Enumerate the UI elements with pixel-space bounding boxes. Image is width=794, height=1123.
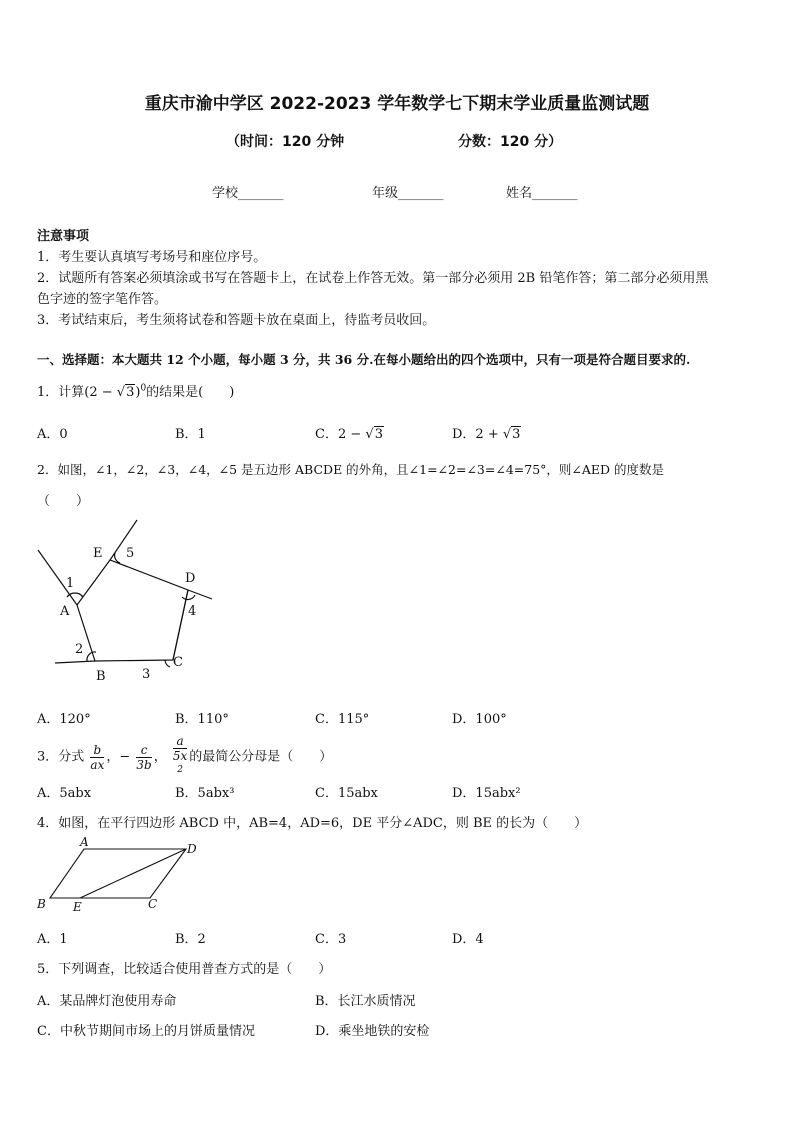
- label-c: C: [148, 897, 158, 911]
- question-2-text: 2．如图，∠1，∠2，∠3，∠4，∠5 是五边形 ABCDE 的外角，且∠1=∠2=∠3=∠4=75°，则∠AED 的度数是: [37, 462, 665, 477]
- q2-option-d: D．100°: [452, 712, 507, 727]
- question-4-text: 4．如图，在平行四边形 ABCD 中，AB=4，AD=6，DE 平分∠ADC，则 BE 的长为（ ）: [37, 816, 588, 831]
- label-e: E: [93, 546, 103, 561]
- q5-option-d: D．乘坐地铁的安检: [315, 1024, 430, 1039]
- q4-option-c: C．3: [315, 932, 347, 947]
- label-a: A: [60, 604, 70, 619]
- notice-item: 2．试题所有答案必须填涂或书写在答题卡上，在试卷上作答无效。第一部分必须用 2B 铅笔作答；第二部分必须用黑: [37, 271, 709, 286]
- label-b: B: [37, 897, 46, 911]
- label-c: C: [173, 655, 183, 670]
- angle-arc-4: [182, 595, 195, 599]
- pentagon-outline: [77, 560, 188, 661]
- q3-option-a: A．5abx: [37, 786, 92, 801]
- q3-option-c: C．15abx: [315, 786, 378, 801]
- name-field: 姓名_______: [506, 186, 578, 201]
- notice-item: 色字迹的签字笔作答。: [37, 292, 168, 307]
- grade-field: 年级_______: [372, 186, 444, 201]
- q5-option-c: C．中秋节期间市场上的月饼质量情况: [37, 1024, 255, 1039]
- label-d: D: [187, 842, 197, 856]
- q3-suffix: 的最简公分母是（ ）: [189, 749, 333, 765]
- q3-prefix: 3．分式: [37, 749, 85, 765]
- fraction-a-over-5x2: a 5x $^2$: [172, 734, 188, 775]
- q1-expr: $(2 - √3)^0$: [84, 383, 147, 400]
- parallelogram-outline: [50, 849, 186, 898]
- q1-option-a: A．0: [37, 427, 68, 442]
- q2-option-a: A．120°: [37, 712, 91, 727]
- pentagon-figure: [30, 515, 230, 690]
- label-b: B: [96, 669, 106, 684]
- q3-option-b: B．5abx³: [175, 786, 235, 801]
- q4-option-b: B．2: [175, 932, 206, 947]
- label-a: A: [80, 836, 89, 849]
- question-2-paren: （ ）: [37, 494, 90, 509]
- extension-dc: [173, 590, 188, 660]
- notice-heading: 注意事项: [37, 229, 90, 244]
- q1-suffix: 的结果是( ): [146, 385, 235, 400]
- question-3: 3．分式 $\frac{b}{ax}$ ，− $\frac{c}{3b}$ ， a 5x $^2$ 的最简公分母是（ ）: [37, 734, 332, 780]
- extension-cb: [55, 661, 95, 663]
- exam-score: 分数：120 分）: [458, 134, 563, 150]
- extension-ed: [188, 590, 212, 599]
- section-heading: 一、选择题：本大题共 12 个小题，每小题 3 分，共 36 分.在每小题给出的四个选项中，只有一项是符合题目要求的.: [37, 352, 691, 367]
- question-1: [37, 381, 234, 400]
- label-angle-2: 2: [75, 642, 84, 657]
- label-angle-5: 5: [126, 546, 135, 561]
- label-angle-1: 1: [66, 576, 75, 591]
- q2-option-c: C．115°: [315, 712, 370, 727]
- school-field: 学校_______: [212, 186, 284, 201]
- label-angle-3: 3: [142, 667, 151, 682]
- label-d: D: [185, 571, 196, 586]
- q1-prefix: 1．计算: [37, 385, 85, 400]
- q1-option-d: D．2 + √3: [452, 427, 521, 442]
- q1-option-c: C．2 − √3: [315, 427, 383, 442]
- question-5-text: 5．下列调查，比较适合使用普查方式的是（ ）: [37, 962, 332, 977]
- parallelogram-figure: [30, 836, 210, 916]
- label-angle-4: 4: [188, 604, 197, 619]
- q1-option-b: B．1: [175, 427, 206, 442]
- q4-option-d: D．4: [452, 932, 484, 947]
- label-e: E: [73, 900, 82, 914]
- fraction-c-over-3b: $\frac{c}{3b}$: [136, 742, 152, 772]
- exam-time: （时间：120 分钟: [226, 134, 345, 150]
- fraction-b-over-ax: $\frac{b}{ax}$: [90, 742, 105, 772]
- q3-option-d: D．15abx²: [452, 786, 521, 801]
- segment-de: [80, 849, 186, 898]
- angle-arc-3: [165, 660, 170, 667]
- q4-option-a: A．1: [37, 932, 68, 947]
- q2-option-b: B．110°: [175, 712, 229, 727]
- q5-option-b: B．长江水质情况: [315, 994, 416, 1009]
- exam-title: 重庆市渝中学区 2022-2023 学年数学七下期末学业质量监测试题: [144, 94, 650, 114]
- q5-option-a: A．某品牌灯泡使用寿命: [37, 994, 177, 1009]
- notice-item: 3．考试结束后，考生须将试卷和答题卡放在桌面上，待监考员收回。: [37, 313, 436, 328]
- notice-item: 1．考生要认真填写考场号和座位序号。: [37, 250, 267, 265]
